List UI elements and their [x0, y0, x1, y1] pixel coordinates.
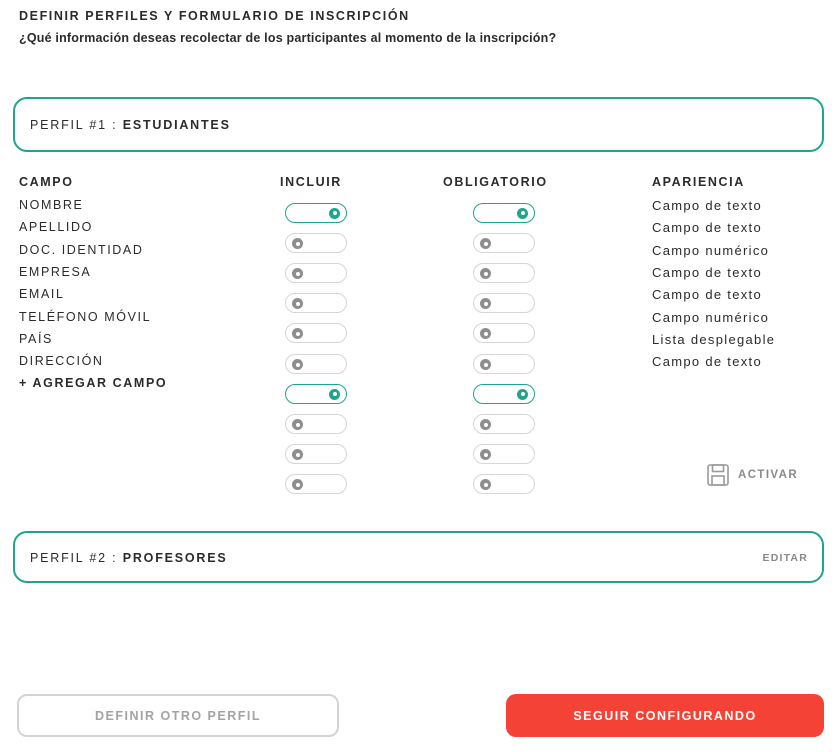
- continue-configuring-button[interactable]: SEGUIR CONFIGURANDO: [506, 694, 824, 737]
- include-toggle[interactable]: [285, 354, 347, 374]
- include-toggle[interactable]: [285, 474, 347, 494]
- column-header-apariencia: APARIENCIA: [652, 175, 745, 189]
- toggle-knob: [292, 268, 303, 279]
- include-toggle[interactable]: [285, 203, 347, 223]
- edit-profile-2-link[interactable]: EDITAR: [762, 552, 808, 564]
- column-header-incluir: INCLUIR: [280, 175, 342, 189]
- toggle-knob: [292, 328, 303, 339]
- field-label: PAÍS: [19, 332, 53, 346]
- include-toggle[interactable]: [285, 293, 347, 313]
- field-label: EMAIL: [19, 287, 65, 301]
- toggle-knob: [480, 359, 491, 370]
- field-label: DOC. IDENTIDAD: [19, 243, 144, 257]
- toggle-knob: [292, 479, 303, 490]
- profile-1-prefix: PERFIL #1 :: [30, 118, 123, 132]
- field-label: NOMBRE: [19, 198, 84, 212]
- required-toggle[interactable]: [473, 203, 535, 223]
- toggle-knob: [292, 359, 303, 370]
- required-toggle[interactable]: [473, 474, 535, 494]
- toggle-knob: [329, 389, 340, 400]
- required-toggle[interactable]: [473, 263, 535, 283]
- add-field-button[interactable]: + AGREGAR CAMPO: [19, 376, 168, 390]
- profile-1-header[interactable]: [13, 97, 824, 152]
- toggle-knob: [292, 238, 303, 249]
- toggle-knob: [480, 298, 491, 309]
- page-title: DEFINIR PERFILES Y FORMULARIO DE INSCRIPCIÓN: [19, 9, 410, 23]
- profile-2-name: PROFESORES: [122, 551, 228, 565]
- activate-button[interactable]: [706, 463, 798, 487]
- toggle-knob: [292, 449, 303, 460]
- field-appearance[interactable]: Campo numérico: [652, 243, 770, 258]
- field-appearance[interactable]: Campo numérico: [652, 310, 770, 325]
- include-toggle[interactable]: [285, 263, 347, 283]
- toggle-knob: [480, 479, 491, 490]
- toggle-knob: [517, 208, 528, 219]
- field-appearance[interactable]: Campo de texto: [652, 198, 762, 213]
- field-appearance[interactable]: Lista desplegable: [652, 332, 776, 347]
- column-header-campo: CAMPO: [19, 175, 74, 189]
- profile-2-header[interactable]: [13, 531, 824, 583]
- field-appearance[interactable]: Campo de texto: [652, 265, 762, 280]
- toggle-knob: [480, 328, 491, 339]
- save-icon: [706, 463, 730, 487]
- profile-2-prefix: PERFIL #2 :: [30, 551, 123, 565]
- field-label: TELÉFONO MÓVIL: [19, 310, 152, 324]
- profile-1-label: [30, 118, 231, 132]
- page-subtitle: ¿Qué información deseas recolectar de los participantes al momento de la inscripción?: [19, 31, 557, 45]
- include-toggle[interactable]: [285, 444, 347, 464]
- required-toggle[interactable]: [473, 414, 535, 434]
- toggle-knob: [480, 268, 491, 279]
- field-appearance[interactable]: Campo de texto: [652, 287, 762, 302]
- define-another-profile-button[interactable]: DEFINIR OTRO PERFIL: [17, 694, 339, 737]
- field-appearance[interactable]: Campo de texto: [652, 354, 762, 369]
- include-toggle[interactable]: [285, 384, 347, 404]
- profile-2-label: [30, 551, 228, 565]
- required-toggle[interactable]: [473, 384, 535, 404]
- field-label: EMPRESA: [19, 265, 92, 279]
- toggle-knob: [292, 419, 303, 430]
- toggle-knob: [292, 298, 303, 309]
- field-appearance[interactable]: Campo de texto: [652, 220, 762, 235]
- include-toggle[interactable]: [285, 323, 347, 343]
- toggle-knob: [480, 449, 491, 460]
- toggle-knob: [329, 208, 340, 219]
- field-label: DIRECCIÓN: [19, 354, 104, 368]
- toggle-knob: [480, 419, 491, 430]
- profile-1-name: ESTUDIANTES: [122, 118, 231, 132]
- toggle-knob: [480, 238, 491, 249]
- required-toggle[interactable]: [473, 233, 535, 253]
- required-toggle[interactable]: [473, 444, 535, 464]
- column-header-obligatorio: OBLIGATORIO: [443, 175, 548, 189]
- toggle-knob: [517, 389, 528, 400]
- field-label: APELLIDO: [19, 220, 93, 234]
- required-toggle[interactable]: [473, 293, 535, 313]
- required-toggle[interactable]: [473, 354, 535, 374]
- include-toggle[interactable]: [285, 414, 347, 434]
- activate-label: ACTIVAR: [738, 469, 799, 481]
- include-toggle[interactable]: [285, 233, 347, 253]
- required-toggle[interactable]: [473, 323, 535, 343]
